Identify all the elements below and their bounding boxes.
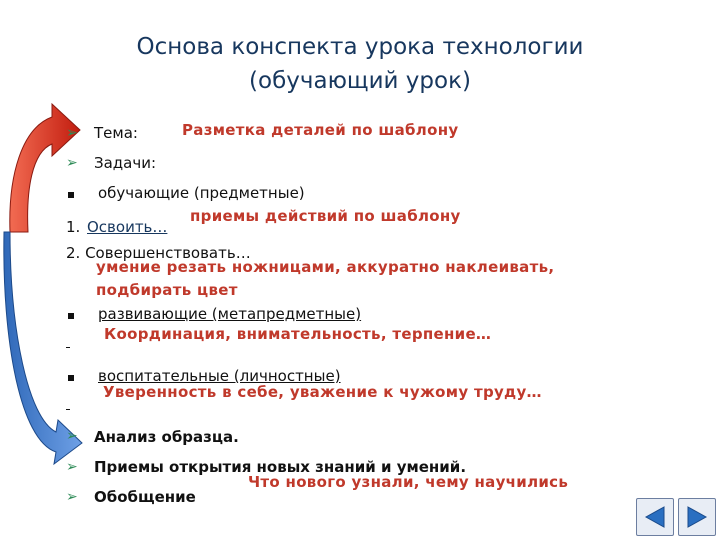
step-methods-value: Что нового узнали, чему научились [248, 473, 569, 491]
nav-prev-button[interactable] [636, 498, 674, 536]
arrow-bullet-icon: ➢ [66, 125, 78, 141]
task-item-1-label: Освоить… [87, 218, 168, 236]
page-title [60, 30, 660, 98]
nav-prev-icon [642, 504, 668, 530]
title-line-1: Основа конспекта урока технологии [136, 34, 584, 60]
theme-value: Разметка деталей по шаблону [182, 121, 459, 139]
task-item-1-prefix: 1. [66, 218, 81, 236]
square-bullet-icon [68, 375, 74, 381]
nav-next-icon [684, 504, 710, 530]
arrow-bullet-icon: ➢ [66, 489, 78, 505]
step-analysis: Анализ образца. [94, 428, 239, 446]
tasks-upbringing-value: Уверенность в себе, уважение к чужому труду… [103, 383, 542, 401]
task-item-1-value: приемы действий по шаблону [190, 207, 461, 225]
theme-label: Тема: [94, 124, 138, 142]
step-methods: Приемы открытия новых знаний и умений. [94, 458, 467, 476]
arrow-bullet-icon: ➢ [66, 428, 78, 444]
dash-marker [66, 347, 70, 348]
task-item-2-label: 2. Совершенствовать… [66, 244, 251, 262]
dash-marker [66, 409, 70, 410]
step-summary: Обобщение [94, 488, 196, 506]
nav-next-button[interactable] [678, 498, 716, 536]
square-bullet-icon [68, 192, 74, 198]
title-line-2: (обучающий урок) [249, 68, 471, 94]
tasks-label: Задачи: [94, 154, 157, 172]
task-item-2-value-line-1: умение резать ножницами, аккуратно наклеивать, [96, 258, 555, 276]
square-bullet-icon [68, 313, 74, 319]
tasks-upbringing: воспитательные (личностные) [98, 367, 341, 385]
arrow-bullet-icon: ➢ [66, 155, 78, 171]
task-item-2-value-line-2: подбирать цвет [96, 281, 238, 299]
tasks-educational: обучающие (предметные) [98, 184, 305, 202]
tasks-developing: развивающие (метапредметные) [98, 305, 362, 323]
arrow-bullet-icon: ➢ [66, 459, 78, 475]
tasks-developing-value: Координация, внимательность, терпение… [104, 325, 492, 343]
